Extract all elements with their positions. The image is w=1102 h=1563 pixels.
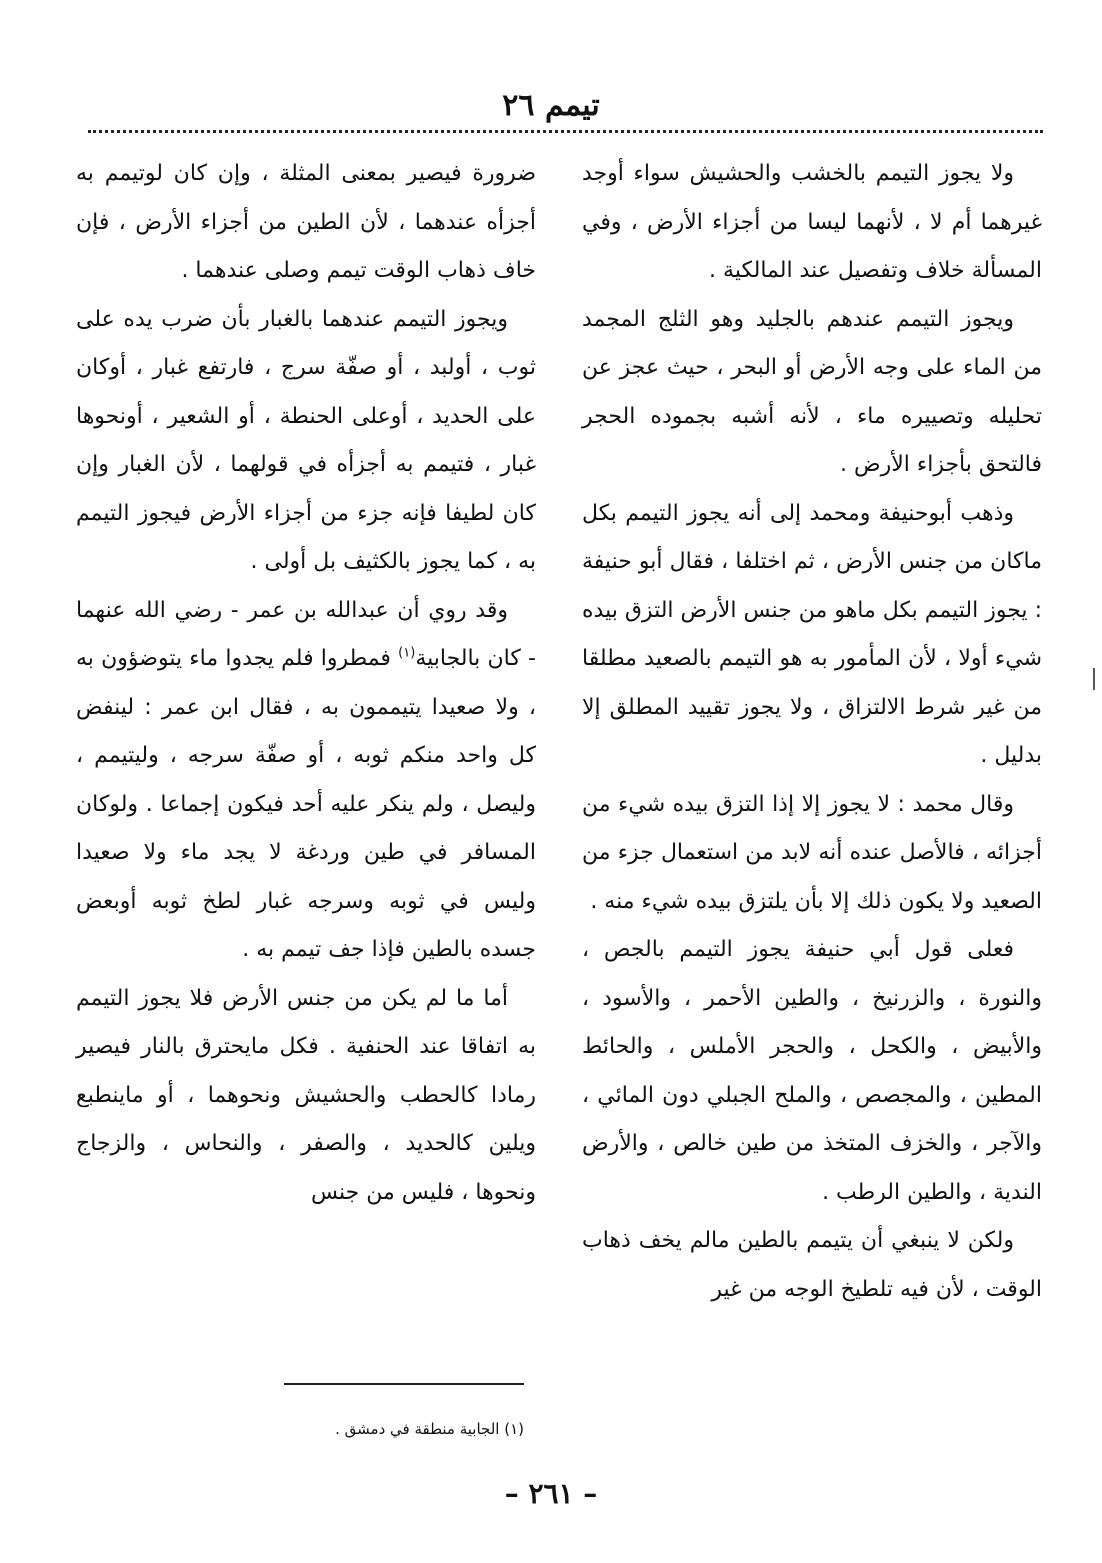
footnote-text: (١) الجابية منطقة في دمشق . bbox=[335, 1420, 524, 1438]
paragraph-text: ولكن لا ينبغي أن يتيمم بالطين مالم يخف ذهاب الوقت ، لأن فيه تلطيخ الوجه من غير bbox=[582, 1228, 1042, 1302]
footnote-divider bbox=[284, 1383, 524, 1385]
right-text-column bbox=[582, 150, 1042, 1314]
paragraph-wood-grass bbox=[582, 150, 1042, 296]
paragraph-text: ولا يجوز التيمم بالخشب والحشيش سواء أوجد غيرهما أم لا ، لأنهما ليسا من أجزاء الأرض ، وفي المسألة خلاف وتفصيل عند المالكية . bbox=[582, 161, 1042, 283]
page-header-title: تيمم ٢٦ bbox=[502, 88, 600, 123]
paragraph-text: وقال محمد : لا يجوز إلا إذا التزق بيده شيء من أجزائه ، فالأصل عنده أنه لابد من استعمال جزء من الصعيد ولا يكون ذلك إلا بأن يلتزق بيده شيء منه . bbox=[582, 791, 1042, 914]
paragraph-non-earth bbox=[76, 975, 536, 1218]
paragraph-dust bbox=[76, 296, 536, 587]
paragraph-ice bbox=[582, 296, 1042, 490]
paragraph-mud-caution bbox=[582, 1217, 1042, 1314]
footnote-reference: (١) bbox=[398, 645, 416, 661]
paragraph-text: ضرورة فيصير بمعنى المثلة ، وإن كان لوتيمم به أجزأه عندهما ، لأن الطين من أجزاء الأرض ، فإن خاف ذهاب الوقت تيمم وصلى عندهما . bbox=[76, 161, 536, 283]
paragraph-text: فعلى قول أبي حنيفة يجوز التيمم بالجص ، والنورة ، والزرنيخ ، والطين الأحمر ، والأسود ، والأبيض ، والكحل ، والحجر الأملس ، والحائط المطين ، والمجصص ، والملح الجبلي دون المائي ، والآجر ، والخزف المتخذ من طين خالص ، والأرض الندية ، والطين الرطب . bbox=[582, 937, 1042, 1205]
paragraph-ibn-umar bbox=[76, 587, 536, 975]
left-text-column bbox=[76, 150, 536, 1217]
header-dotted-divider bbox=[88, 130, 1043, 133]
paragraph-necessity bbox=[76, 150, 536, 296]
margin-mark bbox=[1093, 668, 1095, 690]
paragraph-text: فمطروا فلم يجدوا ماء يتوضؤون به ، ولا صعيدا يتيممون به ، فقال ابن عمر : لينفض كل واحد منكم ثوبه ، أو صفّة سرجه ، وليتيمم ، وليصل ، ولم ينكر عليه أحد فيكون إجماعا . ولوكان المسافر في طين وردغة لا يجد ماء ولا صعيدا وليس في ثوبه وسرجه غبار لطخ ثوبه أوبعض جسده بالطين فإذا جف تيمم به . bbox=[76, 646, 536, 962]
paragraph-abu-hanifa-muhammad bbox=[582, 490, 1042, 781]
paragraph-text: ويجوز التيمم عندهم بالجليد وهو الثلج المجمد من الماء على وجه الأرض أو البحر ، حيث عجز عن تحليله وتصييره ماء ، لأنه أشبه بجموده الحجر فالتحق بأجزاء الأرض . bbox=[582, 306, 1042, 477]
paragraph-permitted-materials bbox=[582, 926, 1042, 1217]
page-number: – ٢٦١ – bbox=[504, 1477, 598, 1510]
paragraph-text: أما ما لم يكن من جنس الأرض فلا يجوز التيمم به اتفاقا عند الحنفية . فكل مايحترق بالنار فيصير رمادا كالحطب والحشيش ونحوهما ، أو ماينطبع ويلين كالحديد ، والصفر ، والنحاس ، والزجاج ونحوها ، فليس من جنس bbox=[76, 985, 536, 1205]
paragraph-text: وقد روي أن عبدالله بن عمر - رضي الله عنهما - كان بالجابية bbox=[76, 597, 536, 671]
paragraph-muhammad-view bbox=[582, 781, 1042, 927]
paragraph-text: وذهب أبوحنيفة ومحمد إلى أنه يجوز التيمم بكل ماكان من جنس الأرض ، ثم اختلفا ، فقال أبو حنيفة : يجوز التيمم بكل ماهو من جنس الأرض التزق بيده شيء أولا ، لأن المأمور به هو التيمم بالصعيد مطلقا من غير شرط الالتزاق ، ولا يجوز تقييد المطلق إلا بدليل . bbox=[582, 500, 1042, 768]
paragraph-text: ويجوز التيمم عندهما بالغبار بأن ضرب يده على ثوب ، أولبد ، أو صفّة سرج ، فارتفع غبار ، أوكان على الحديد ، أوعلى الحنطة ، أو الشعير ، أونحوها غبار ، فتيمم به أجزأه في قولهما ، لأن الغبار وإن كان لطيفا فإنه جزء من أجزاء الأرض فيجوز التيمم به ، كما يجوز بالكثيف بل أولى . bbox=[76, 306, 536, 574]
